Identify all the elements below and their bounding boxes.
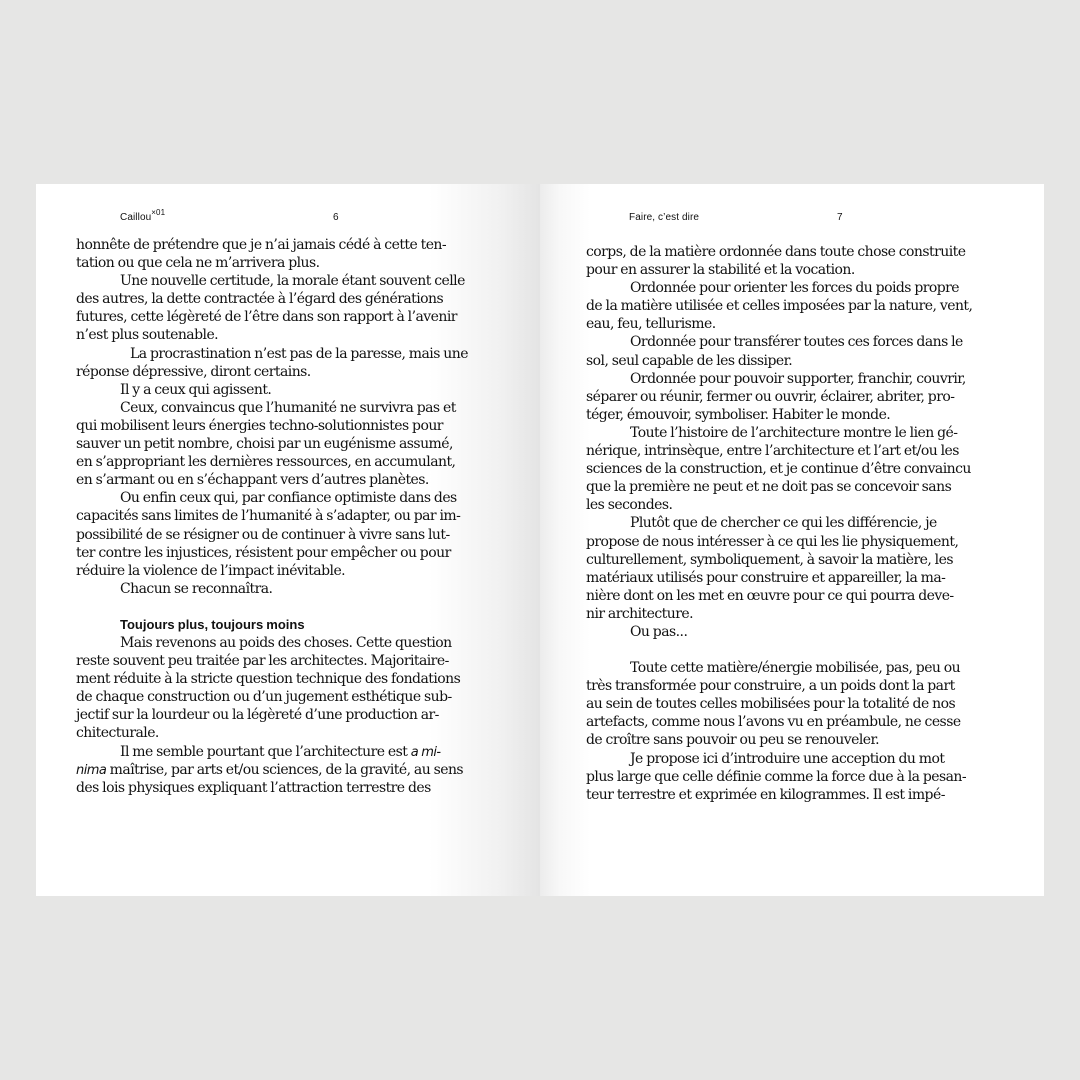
line-text: jectif sur la lourdeur ou la légèreté d’une production ar- (76, 707, 439, 724)
text-line (586, 460, 1002, 478)
line-text: honnête de prétendre que je n’ai jamais cédé à cette ten- (76, 237, 447, 253)
text-line (586, 297, 1002, 315)
heading-text: Toujours plus, toujours moins (120, 616, 305, 632)
line-text: Ou pas... (630, 623, 688, 640)
line-text: Mais revenons au poids des choses. Cette question (120, 634, 452, 651)
paragraph-gap (586, 641, 1002, 659)
text-line (586, 768, 1002, 786)
line-text: pour en assurer la stabilité et la vocation. (586, 262, 855, 279)
line-text: de chaque construction ou d’un jugement esthétique sub- (76, 689, 452, 706)
line-text: Ordonnée pour orienter les forces du poids propre (630, 280, 960, 297)
text-line (586, 713, 1002, 731)
line-text: que la première ne peut et ne doit pas se concevoir sans (586, 479, 952, 496)
text-line (586, 406, 1002, 424)
text-line (76, 435, 502, 453)
book-spread (0, 184, 1080, 896)
left-running-head (120, 207, 166, 223)
text-line (76, 743, 502, 761)
text-line (586, 279, 1002, 297)
line-text: futures, cette légèreté de l’être dans son rapport à l’avenir (76, 309, 457, 326)
line-text: téger, émouvoir, symboliser. Habiter le monde. (586, 406, 891, 423)
text-line (76, 580, 502, 598)
line-text: Toute l’histoire de l’architecture montre le lien gé- (630, 424, 958, 441)
line-text: Une nouvelle certitude, la morale étant souvent celle (120, 273, 465, 290)
text-line (586, 388, 1002, 406)
text-line (76, 761, 502, 779)
line-text: de croître sans pouvoir ou peu se renouveler. (586, 732, 880, 749)
text-line (586, 333, 1002, 351)
text-line (586, 587, 1002, 605)
line-text: nérique, intrinsèque, entre l’architecture et l’art et/ou les (586, 443, 959, 460)
text-line (76, 634, 502, 652)
line-text: reste souvent peu traitée par les architectes. Majoritaire- (76, 653, 449, 670)
line-text: sciences de la construction, et je continue d’être convaincu (586, 461, 971, 478)
text-line (76, 526, 502, 544)
text-line (76, 562, 502, 580)
line-text: nière dont on les met en œuvre pour ce qui pourra deve- (586, 587, 954, 604)
text-line (586, 731, 1002, 749)
text-line (76, 453, 502, 471)
line-text: Ordonnée pour transférer toutes ces forces dans le (630, 334, 963, 351)
line-text: nir architecture. (586, 605, 693, 622)
line-text: capacités sans limites de l’humanité à s’adapter, ou par im- (76, 508, 461, 525)
text-line (76, 706, 502, 724)
text-line (76, 471, 502, 489)
line-text: des autres, la dette contractée à l’égard des générations (76, 291, 444, 308)
line-text: corps, de la matière ordonnée dans toute chose construite (586, 244, 966, 260)
paragraph-gap (76, 598, 502, 616)
line-text: ment réduite à la stricte question technique des fondations (76, 671, 461, 688)
line-text: culturellement, symboliquement, à savoir la matière, les (586, 551, 953, 568)
text-line (76, 308, 502, 326)
left-page (36, 184, 540, 896)
text-line (586, 695, 1002, 713)
text-line (76, 381, 502, 399)
text-line (586, 478, 1002, 496)
text-line (76, 417, 502, 435)
text-line (76, 489, 502, 507)
line-text: sauver un petit nombre, choisi par un eugénisme assumé, (76, 436, 453, 453)
text-line (76, 363, 502, 381)
line-text: plus large que celle définie comme la force due à la pesan- (586, 768, 967, 785)
text-line (586, 514, 1002, 532)
text-line (586, 442, 1002, 460)
text-line (76, 399, 502, 417)
text-line (586, 605, 1002, 623)
line-text: propose de nous intéresser à ce qui les lie physiquement, (586, 533, 959, 550)
line-text: Plutôt que de chercher ce qui les différencie, je (630, 515, 937, 532)
text-line (586, 677, 1002, 695)
line-text: très transformée pour construire, a un poids dont la part (586, 678, 955, 695)
text-line (586, 496, 1002, 514)
line-text: séparer ou réunir, fermer ou ouvrir, éclairer, abriter, pro- (586, 388, 955, 405)
line-text: réponse dépressive, diront certains. (76, 363, 311, 380)
line-text: de la matière utilisée et celles imposées par la nature, vent, (586, 298, 973, 315)
text-line (586, 551, 1002, 569)
line-text: ter contre les injustices, résistent pour empêcher ou pour (76, 544, 451, 561)
text-line (586, 786, 1002, 804)
line-text: réduire la violence de l’impact inévitable. (76, 562, 346, 579)
text-line (76, 326, 502, 344)
text-line (76, 236, 502, 254)
text-line (586, 352, 1002, 370)
italic-text: a mi- (410, 744, 441, 760)
line-text: matériaux utilisés pour construire et appareiller, la ma- (586, 569, 946, 586)
text-line (76, 345, 502, 363)
left-page-number: 6 (333, 212, 339, 223)
line-text: Ceux, convaincus que l’humanité ne survivra pas et (120, 399, 456, 416)
text-line (76, 724, 502, 742)
text-line (586, 370, 1002, 388)
text-line (76, 272, 502, 290)
line-text: Ou enfin ceux qui, par confiance optimiste dans des (120, 490, 457, 507)
line-text: chitecturale. (76, 725, 159, 742)
line-text: Ordonnée pour pouvoir supporter, franchir, couvrir, (630, 370, 966, 387)
line-text: maîtrise, par arts et/ou sciences, de la gravité, au sens (106, 761, 464, 778)
line-text: teur terrestre et exprimée en kilogrammes. Il est impé- (586, 786, 945, 803)
issue-superscript: ×01 (151, 207, 166, 217)
text-line (76, 670, 502, 688)
line-text: qui mobilisent leurs énergies techno-solutionnistes pour (76, 417, 443, 434)
line-text: Je propose ici d’introduire une acception du mot (630, 750, 945, 767)
book-title: Caillou (120, 212, 152, 223)
line-text: Il me semble pourtant que l’architecture est (120, 743, 411, 760)
text-line (586, 623, 1002, 641)
text-line (76, 290, 502, 308)
text-line (76, 652, 502, 670)
text-line (586, 261, 1002, 279)
text-line (76, 507, 502, 525)
text-line (586, 315, 1002, 333)
line-text: possibilité de se résigner ou de continuer à vivre sans lut- (76, 526, 450, 543)
section-heading (76, 616, 502, 634)
line-text: des lois physiques expliquant l’attraction terrestre des (76, 779, 431, 796)
right-running-head: Faire, c’est dire (629, 212, 700, 223)
text-line (76, 544, 502, 562)
line-text: les secondes. (586, 497, 673, 514)
line-text: n’est plus soutenable. (76, 327, 219, 344)
text-line (586, 750, 1002, 768)
right-body-text (586, 243, 1002, 804)
text-line (586, 424, 1002, 442)
text-line (586, 533, 1002, 551)
line-text: en s’appropriant les dernières ressources, en accumulant, (76, 454, 456, 471)
italic-text: nima (76, 762, 107, 778)
right-page (540, 184, 1044, 896)
line-text: eau, feu, tellurisme. (586, 316, 716, 333)
line-text: La procrastination n’est pas de la paresse, mais une (130, 345, 468, 362)
line-text: artefacts, comme nous l’avons vu en préambule, ne cesse (586, 714, 961, 731)
left-body-text (76, 236, 502, 797)
text-line (586, 659, 1002, 677)
right-page-number: 7 (837, 212, 843, 223)
line-text: tation ou que cela ne m’arrivera plus. (76, 255, 320, 272)
text-line (76, 254, 502, 272)
line-text: Il y a ceux qui agissent. (120, 381, 272, 398)
line-text: au sein de toutes celles mobilisées pour la totalité de nos (586, 696, 956, 713)
text-line (76, 688, 502, 706)
line-text: Toute cette matière/énergie mobilisée, pas, peu ou (630, 660, 961, 677)
text-line (76, 779, 502, 797)
text-line (586, 243, 1002, 261)
text-line (586, 569, 1002, 587)
line-text: sol, seul capable de les dissiper. (586, 352, 793, 369)
line-text: en s’armant ou en s’échappant vers d’autres planètes. (76, 472, 429, 489)
line-text: Chacun se reconnaîtra. (120, 580, 273, 597)
